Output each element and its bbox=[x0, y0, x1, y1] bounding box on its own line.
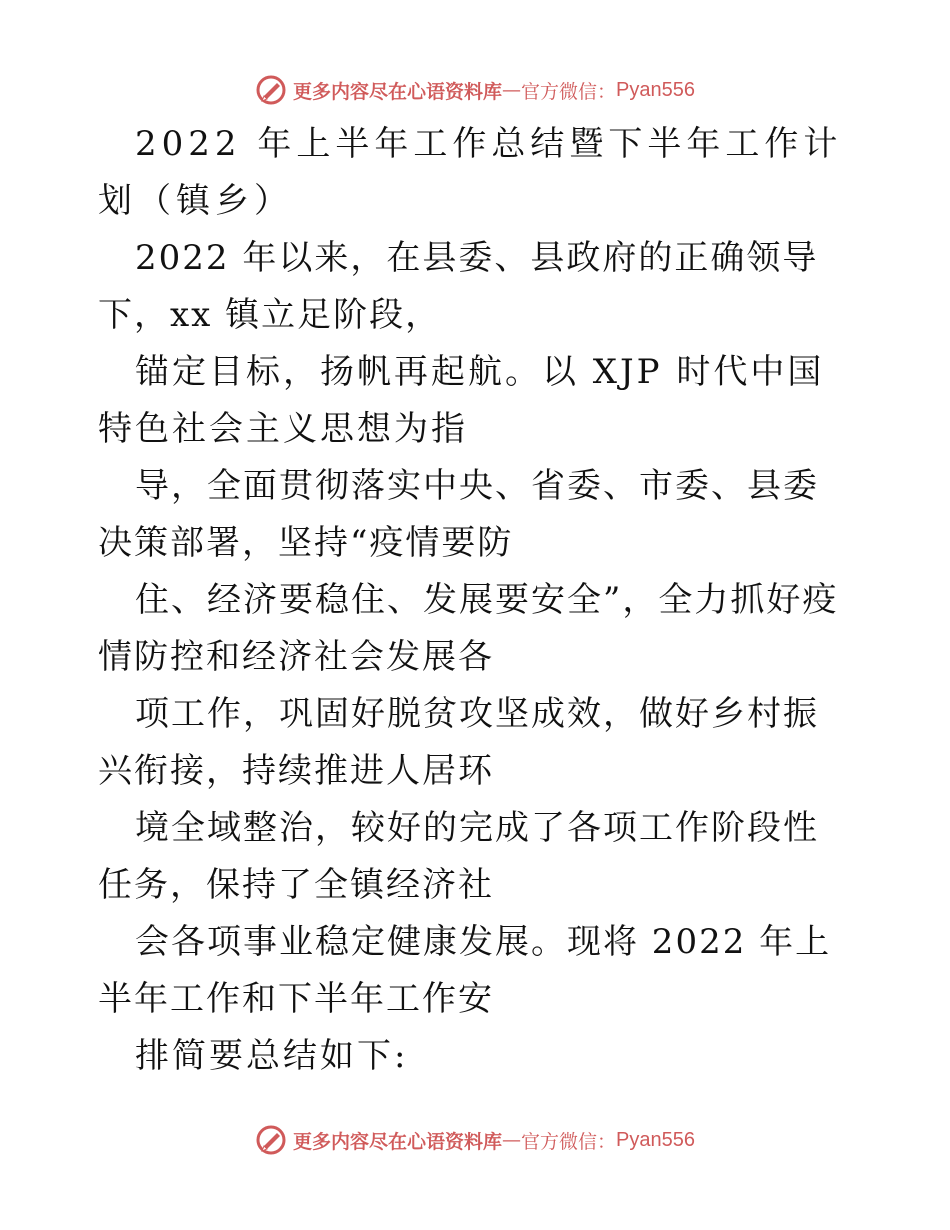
watermark-footer bbox=[0, 1120, 950, 1160]
paragraph: 住、经济要稳住、发展要安全”，全力抓好疫情防控和经济社会发展各 bbox=[98, 580, 839, 677]
watermark-handle: Pyan556 bbox=[616, 78, 695, 101]
watermark-header bbox=[0, 70, 950, 110]
paragraph: 锚定目标，扬帆再起航。以 XJP 时代中国特色社会主义思想为指 bbox=[98, 352, 825, 449]
watermark-site-text: 更多内容尽在心语资料库 bbox=[293, 1130, 503, 1153]
watermark-wechat-label: 官方微信： bbox=[521, 1130, 617, 1153]
watermark-dash: — bbox=[502, 79, 522, 101]
paragraph: 排简要总结如下: bbox=[135, 1036, 409, 1076]
watermark-dash: — bbox=[502, 1129, 522, 1151]
paragraph: 项工作，巩固好脱贫攻坚成效，做好乡村振兴衔接，持续推进人居环 bbox=[98, 694, 819, 791]
watermark-handle: Pyan556 bbox=[616, 1128, 695, 1151]
watermark-site-text: 更多内容尽在心语资料库 bbox=[293, 80, 503, 103]
paragraph: 境全域整治，较好的完成了各项工作阶段性任务，保持了全镇经济社 bbox=[98, 808, 819, 905]
paragraph: 会各项事业稳定健康发展。现将 2022 年上半年工作和下半年工作安 bbox=[98, 922, 832, 1019]
pen-logo-icon bbox=[255, 74, 287, 106]
paragraph: 2022 年以来，在县委、县政府的正确领导下，xx 镇立足阶段， bbox=[98, 238, 819, 335]
watermark-wechat-label: 官方微信： bbox=[521, 80, 617, 103]
pen-logo-icon bbox=[255, 1124, 287, 1156]
document-body bbox=[98, 116, 854, 1085]
paragraph: 导，全面贯彻落实中央、省委、市委、县委决策部署，坚持“疫情要防 bbox=[98, 466, 819, 563]
document-title: 2022 年上半年工作总结暨下半年工作计划（镇乡） bbox=[98, 124, 843, 221]
